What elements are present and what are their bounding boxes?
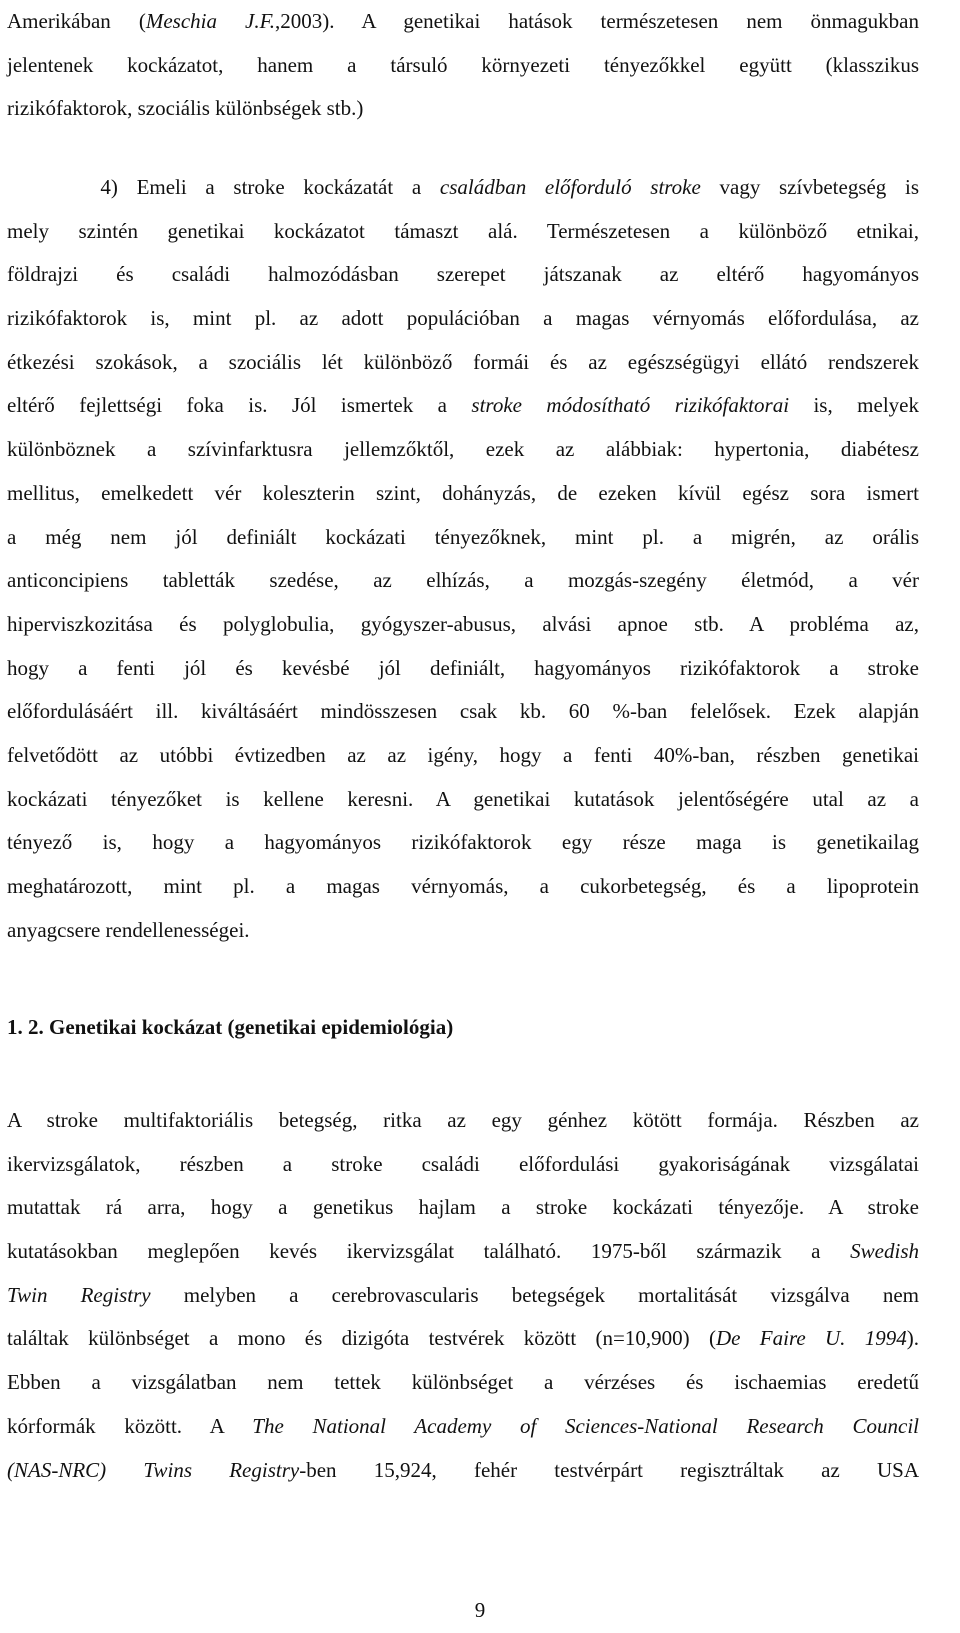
paragraph-point-4	[7, 166, 919, 952]
text-line: hiperviszkozitása és polyglobulia, gyógyszer-abusus, alvási apnoe stb. A probléma az,	[7, 611, 919, 636]
text-line: anticoncipiens tabletták szedése, az elhízás, a mozgás-szegény életmód, a vér	[7, 568, 919, 593]
text-line: a még nem jól definiált kockázati tényezőknek, mint pl. a migrén, az orális	[7, 524, 919, 549]
text-line: különböznek a szívinfarktusra jellemzőktől, ezek az alábbiak: hypertonia, diabétesz	[7, 437, 919, 462]
italic-text: Swedish	[850, 1239, 919, 1264]
italic-text: családban előforduló stroke	[439, 175, 701, 199]
text-line: Ebben a vizsgálatban nem tettek különbséget a vérzéses és ischaemias eredetű	[7, 1370, 919, 1395]
italic-text: Meschia J.F.	[145, 9, 275, 33]
paragraph-genetic-risk	[7, 1099, 919, 1492]
text-line: étkezési szokások, a szociális lét különböző formái és az egészségügyi ellátó rendszerek	[7, 349, 919, 374]
text-line: A stroke multifaktoriális betegség, ritka az egy génhez kötött formája. Részben az	[7, 1108, 919, 1132]
italic-text: stroke módosítható rizikófaktorai	[471, 393, 790, 418]
paragraph-intro	[7, 0, 919, 131]
italic-text: De Faire U. 1994	[715, 1326, 907, 1351]
text-line: kockázati tényezőket is kellene keresni. A genetikai kutatások jelentőségére utal az a	[7, 786, 919, 811]
text-line: eltérő fejlettségi foka is. Jól ismertek a stroke módosítható rizikófaktorai is, melyek	[7, 393, 919, 418]
text-line: meghatározott, mint pl. a magas vérnyomás, a cukorbetegség, és a lipoprotein	[7, 874, 919, 898]
text-line: előfordulásáért ill. kiváltásáért mindösszesen csak kb. 60 %-ban felelősek. Ezek alapján	[7, 699, 919, 724]
text-line: Twin Registry melyben a cerebrovascularis betegségek mortalitását vizsgálva nem	[7, 1282, 919, 1307]
text-line: földrajzi és családi halmozódásban szerepet játszanak az eltérő hagyományos	[7, 262, 919, 287]
text-line: mellitus, emelkedett vér koleszterin szint, dohányzás, de ezeken kívül egész sora ismert	[7, 480, 919, 505]
text-line: rizikófaktorok, szociális különbségek stb.)	[7, 96, 364, 121]
text-line: 4) Emeli a stroke kockázatát a családban előforduló stroke vagy szívbetegség is	[7, 175, 919, 199]
italic-text: (NAS-NRC) Twins Registry	[7, 1457, 300, 1482]
text-line: tényező is, hogy a hagyományos rizikófaktorok egy része maga is genetikailag	[7, 830, 919, 855]
text-line: Amerikában (Meschia J.F.,2003). A genetikai hatások természetesen nem önmagukban	[7, 9, 919, 33]
text-line: hogy a fenti jól és kevésbé jól definiált, hagyományos rizikófaktorok a stroke	[7, 655, 919, 680]
italic-text: Twin Registry	[7, 1282, 151, 1307]
text-line: rizikófaktorok is, mint pl. az adott populációban a magas vérnyomás előfordulása, az	[7, 306, 919, 331]
text-line: találtak különbséget a mono és dizigóta testvérek között (n=10,900) (De Faire U. 1994).	[7, 1326, 920, 1351]
text-line: mutattak rá arra, hogy a genetikus hajlam a stroke kockázati tényezője. A stroke	[7, 1195, 919, 1220]
text-line: mely szintén genetikai kockázatot támaszt alá. Természetesen a különböző etnikai,	[7, 218, 919, 243]
page-number: 9	[474, 1598, 486, 1622]
text-line: (NAS-NRC) Twins Registry-ben 15,924, fehér testvérpárt regisztráltak az USA	[7, 1457, 919, 1482]
text-line: jelentenek kockázatot, hanem a társuló környezeti tényezőkkel együtt (klasszikus	[7, 52, 919, 77]
text-line: ikervizsgálatok, részben a stroke családi előfordulási gyakoriságának vizsgálatai	[7, 1151, 919, 1176]
text-line: kórformák között. A The National Academy of Sciences-National Research Council	[7, 1413, 919, 1438]
text-line: kutatásokban meglepően kevés ikervizsgálat található. 1975-ből származik a Swedish	[7, 1239, 919, 1264]
italic-text: The National Academy of Sciences-National Research Council	[252, 1413, 919, 1438]
text-line: felvetődött az utóbbi évtizedben az az igény, hogy a fenti 40%-ban, részben genetikai	[7, 742, 919, 767]
text-line: anyagcsere rendellenességei.	[7, 917, 250, 942]
section-heading: 1. 2. Genetikai kockázat (genetikai epidemiológia)	[7, 1015, 454, 1039]
